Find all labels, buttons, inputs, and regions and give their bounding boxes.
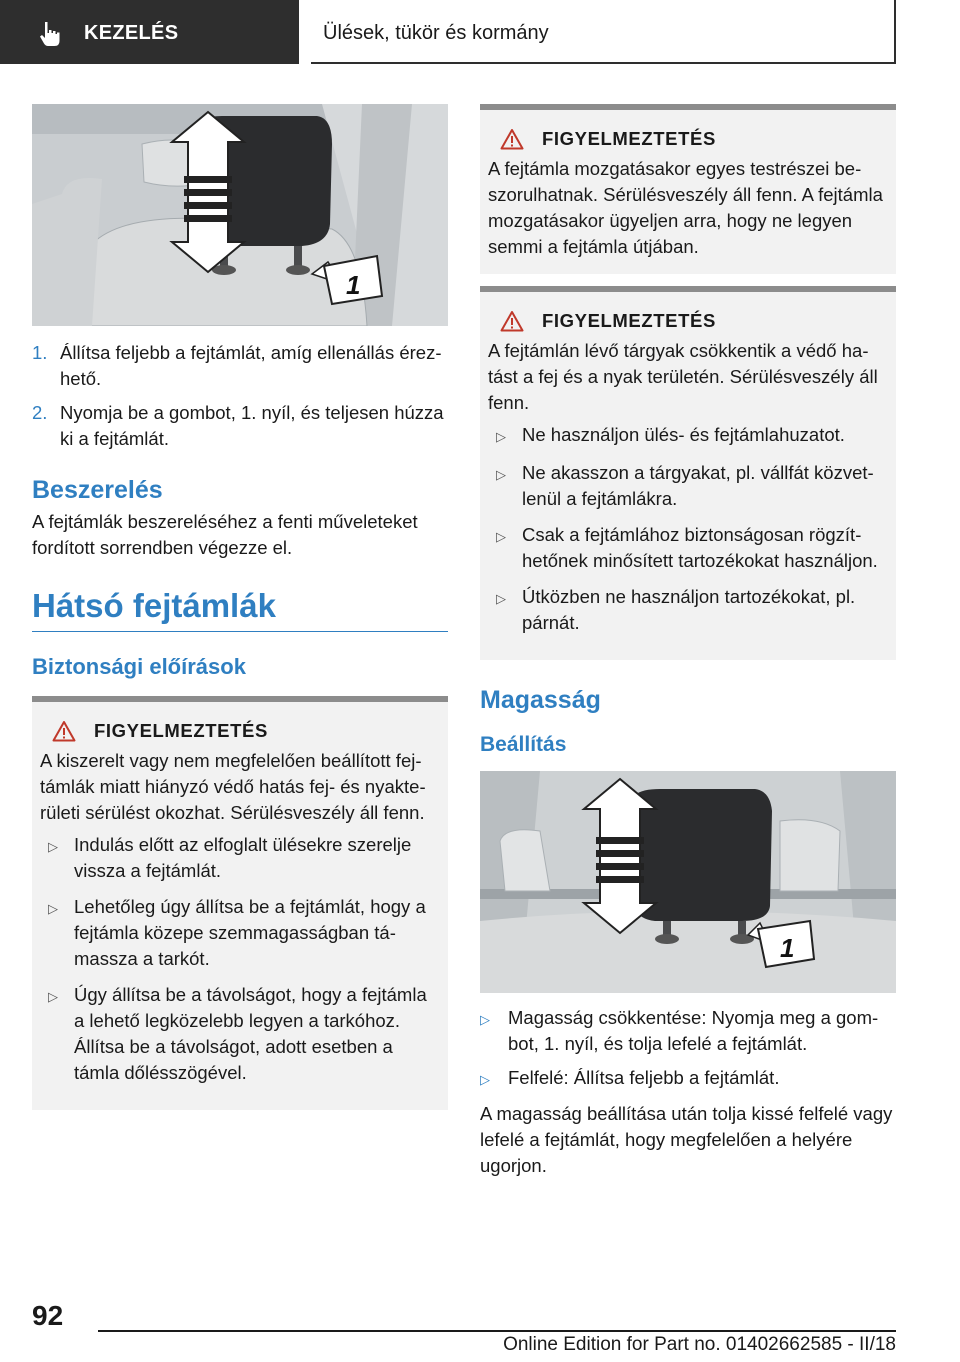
list-item	[480, 1005, 896, 1057]
left-column	[32, 104, 448, 1110]
safety-heading: Biztonsági előírások	[32, 654, 246, 679]
list-item	[480, 1065, 896, 1093]
triangle-bullet-icon: ▷	[48, 839, 58, 854]
warning-text: A fejtámlán lévő tárgyak csökkentik a védő hatást a fej és a nyak területén. Sérülésveszély áll fenn.	[488, 340, 878, 413]
triangle-bullet-icon: ▷	[48, 989, 58, 1004]
list-item-text: Útközben ne használjon tartozékokat, pl. párnát.	[522, 586, 856, 633]
warning-box	[480, 286, 896, 660]
list-item-text: Ne használjon ülés- és fejtámlahuzatot.	[522, 424, 845, 445]
edition-text: Online Edition for Part no. 01402662585 - II/18	[503, 1334, 896, 1355]
right-column	[480, 104, 896, 1179]
figure-callout-1: 1	[346, 270, 361, 300]
step-text: Állítsa feljebb a fejtámlát, amíg ellenállás érezhető.	[60, 342, 442, 389]
triangle-bullet-icon: ▷	[496, 529, 506, 544]
warning-text: A fejtámla mozgatásakor egyes testrészei beszorulhatnak. Sérülésveszély áll fenn. A fejtámla mozgatásakor ügyeljen arra, hogy ne legyen semmi a fejtámla útjában.	[488, 158, 883, 257]
section-tab	[0, 0, 299, 64]
triangle-bullet-icon: ▷	[496, 429, 506, 444]
hand-pointer-icon	[36, 20, 64, 48]
triangle-bullet-icon: ▷	[480, 1012, 490, 1027]
chapter-title: Ülések, tükör és kormány	[323, 22, 549, 44]
list-item	[40, 982, 440, 1086]
list-item-text: Csak a fejtámlához biztonságosan rögzíthetőnek minősített tartozékokat használjon.	[522, 524, 878, 571]
warning-box	[480, 104, 896, 274]
list-item-text: Magasság csökkentése: Nyomja meg a gombot, 1. nyíl, és tolja lefelé a fejtámlát.	[508, 1007, 879, 1054]
warning-box	[32, 696, 448, 1110]
list-item-text: Ne akasszon a tárgyakat, pl. vállfát közvetlenül a fejtámlákra.	[522, 462, 874, 509]
warning-text: A kiszerelt vagy nem megfelelően beállított fejtámlák miatt hiányzó védő hatás fej- és nyakterületi sérülést okozhat. Sérülésveszély áll fenn.	[40, 750, 426, 823]
list-item	[40, 894, 440, 972]
triangle-bullet-icon: ▷	[496, 591, 506, 606]
removal-steps	[32, 340, 448, 452]
list-item	[488, 522, 888, 574]
warning-triangle-icon	[52, 720, 76, 742]
step-text: Nyomja be a gombot, 1. nyíl, és teljesen húzza ki a fejtámlát.	[60, 402, 444, 449]
footer-divider	[98, 1330, 896, 1332]
step-number: 1.	[32, 342, 48, 363]
list-item-text: Felfelé: Állítsa feljebb a fejtámlát.	[508, 1067, 780, 1088]
closing-text: A magasság beállítása után tolja kissé felfelé vagy lefelé a fejtámlát, hogy megfelelően a helyére ugorjon.	[480, 1103, 893, 1176]
height-heading: Magasság	[480, 686, 601, 714]
list-item-text: Úgy állítsa be a távolságot, hogy a fejtámla a lehető legközelebb legyen a tarkóhoz. Állítsa be a távolságot, adott esetben a támla dőlésszögével.	[74, 984, 427, 1083]
list-item	[488, 584, 888, 636]
chapter-tab	[311, 0, 896, 64]
page-number: 92	[32, 1300, 64, 1331]
list-item	[488, 422, 888, 450]
install-heading: Beszerelés	[32, 476, 163, 504]
figure-callout-1: 1	[780, 933, 795, 963]
warning-title: FIGYELMEZTETÉS	[94, 720, 268, 741]
triangle-bullet-icon: ▷	[480, 1072, 490, 1087]
warning-triangle-icon	[500, 128, 524, 150]
triangle-bullet-icon: ▷	[48, 901, 58, 916]
list-item	[32, 400, 448, 452]
list-item	[32, 340, 448, 392]
rear-headrest-figure	[480, 771, 896, 993]
warning-list	[488, 422, 888, 636]
height-bullets	[480, 1005, 896, 1093]
warning-triangle-icon	[500, 310, 524, 332]
list-item	[488, 460, 888, 512]
triangle-bullet-icon: ▷	[496, 467, 506, 482]
step-number: 2.	[32, 402, 48, 423]
warning-list	[40, 832, 440, 1086]
adjust-heading: Beállítás	[480, 733, 567, 756]
warning-title: FIGYELMEZTETÉS	[542, 128, 716, 149]
rear-headrests-heading: Hátsó fejtámlák	[32, 587, 448, 632]
front-headrest-figure	[32, 104, 448, 326]
list-item-text: Lehetőleg úgy állítsa be a fejtámlát, hogy a fejtámla közepe szemmagasságban támassza a tarkót.	[74, 896, 426, 969]
warning-title: FIGYELMEZTETÉS	[542, 310, 716, 331]
section-label: KEZELÉS	[84, 22, 179, 44]
list-item-text: Indulás előtt az elfoglalt ülésekre szerelje vissza a fejtámlát.	[74, 834, 412, 881]
list-item	[40, 832, 440, 884]
install-text: A fejtámlák beszereléséhez a fenti műveleteket fordított sorrendben végezze el.	[32, 511, 418, 558]
